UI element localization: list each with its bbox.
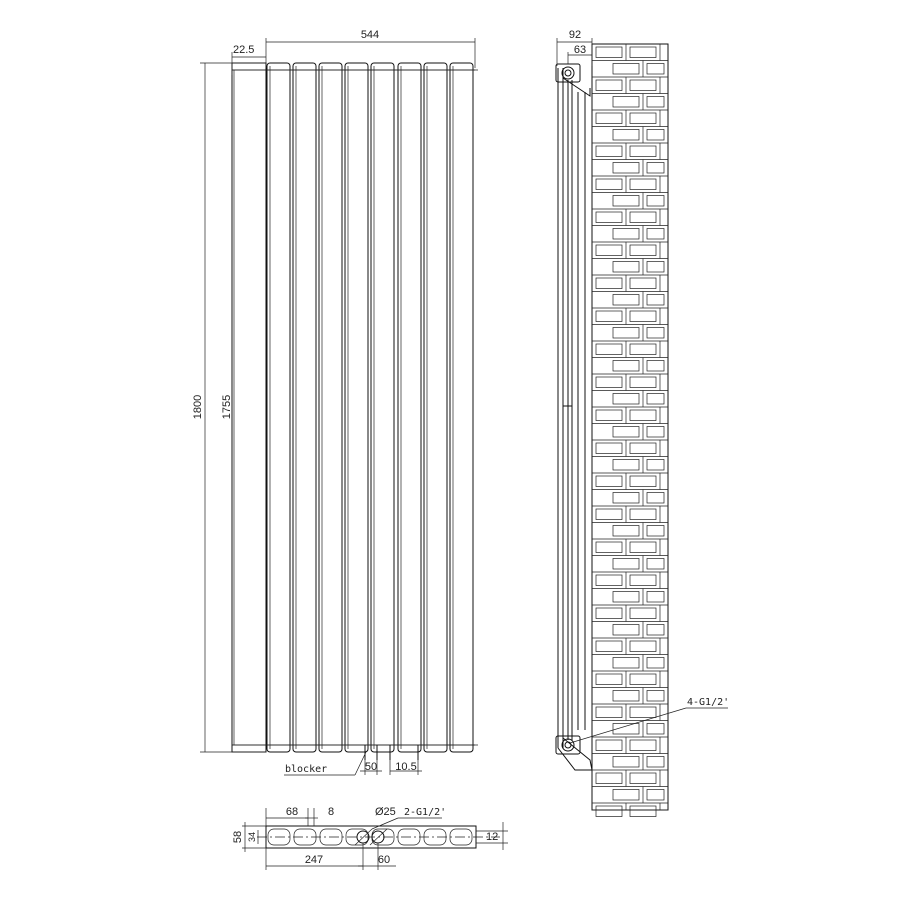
- brick: [630, 311, 656, 322]
- brick: [630, 113, 656, 124]
- brick: [647, 295, 664, 306]
- tube-width-label: 68: [285, 806, 299, 818]
- radiator-profile: [558, 68, 592, 770]
- left-to-pipe-label: 247: [304, 854, 324, 866]
- blocker-label: blocker: [285, 764, 328, 775]
- brick: [596, 344, 622, 355]
- pipe-spacing-dimension: [360, 760, 382, 775]
- front-tubes: [232, 63, 478, 752]
- brick: [630, 608, 656, 619]
- brick: [596, 179, 622, 190]
- brick: [613, 757, 639, 768]
- brick: [647, 526, 664, 537]
- brick: [596, 146, 622, 157]
- brick: [630, 707, 656, 718]
- top-bracket: [556, 64, 580, 82]
- brick: [630, 773, 656, 784]
- offset-label: 22.5: [233, 44, 255, 56]
- brick: [647, 163, 664, 174]
- brick: [630, 47, 656, 58]
- brick: [613, 295, 639, 306]
- connection-label: 4-G1/2': [687, 697, 730, 708]
- gap-label: 8: [327, 806, 335, 818]
- pipe-diameter-label: Ø25: [375, 806, 396, 818]
- brick: [630, 641, 656, 652]
- brick: [647, 460, 664, 471]
- brick: [630, 80, 656, 91]
- brick: [613, 559, 639, 570]
- front-tube: [345, 63, 368, 752]
- blocker-callout: [284, 752, 366, 775]
- front-tube: [319, 63, 342, 752]
- brick: [596, 80, 622, 91]
- brick: [613, 625, 639, 636]
- bottom-offset-label: 10.5: [395, 761, 417, 773]
- front-tube: [293, 63, 316, 752]
- brick: [630, 740, 656, 751]
- brick: [613, 658, 639, 669]
- brick: [647, 658, 664, 669]
- brick: [596, 773, 622, 784]
- edge-dimension: [476, 822, 508, 850]
- brick: [596, 575, 622, 586]
- brick: [613, 196, 639, 207]
- brick: [647, 592, 664, 603]
- brick: [630, 212, 656, 223]
- brick: [596, 245, 622, 256]
- brick: [596, 410, 622, 421]
- height-label: 1800: [192, 394, 204, 420]
- bottom-pipe-spacing-dimension: [358, 843, 396, 870]
- front-tube: [267, 63, 290, 752]
- brick: [613, 493, 639, 504]
- bottom-bracket: [556, 736, 580, 754]
- bottom-pipe-spacing-label: 60: [377, 854, 391, 866]
- brick: [596, 740, 622, 751]
- brick: [613, 64, 639, 75]
- brick: [613, 394, 639, 405]
- brick: [630, 674, 656, 685]
- brick: [596, 443, 622, 454]
- front-tube: [371, 63, 394, 752]
- brick: [596, 47, 622, 58]
- inner-depth-label: 34: [247, 831, 257, 843]
- brick: [647, 724, 664, 735]
- brick: [613, 163, 639, 174]
- width-dimension: [266, 29, 475, 68]
- brick: [596, 377, 622, 388]
- brick: [647, 328, 664, 339]
- brick: [630, 377, 656, 388]
- brick: [613, 691, 639, 702]
- brick: [596, 509, 622, 520]
- brick: [596, 278, 622, 289]
- brick: [647, 64, 664, 75]
- brick: [630, 245, 656, 256]
- brick: [630, 179, 656, 190]
- front-tube: [450, 63, 473, 752]
- brick: [647, 196, 664, 207]
- brick: [596, 707, 622, 718]
- front-tube: [424, 63, 447, 752]
- brick: [613, 97, 639, 108]
- brick: [613, 592, 639, 603]
- brick: [630, 476, 656, 487]
- brick: [630, 344, 656, 355]
- brick: [613, 460, 639, 471]
- gap-dimension: [305, 806, 334, 826]
- brick: [596, 674, 622, 685]
- brick: [613, 526, 639, 537]
- brick: [596, 641, 622, 652]
- height-dimension: [192, 63, 205, 752]
- brick: [630, 542, 656, 553]
- brick: [613, 427, 639, 438]
- wall-offset-label: 63: [573, 44, 587, 56]
- brick: [647, 361, 664, 372]
- brick: [596, 311, 622, 322]
- brick: [613, 262, 639, 273]
- brick: [630, 575, 656, 586]
- bottom-depth-label: 58: [232, 830, 244, 844]
- brick: [647, 625, 664, 636]
- brick: [630, 443, 656, 454]
- pipe-spacing-label: 50: [364, 761, 378, 773]
- brick: [596, 806, 622, 817]
- tube-width-dimension: [266, 806, 308, 826]
- wall-outline: [592, 44, 668, 810]
- inner-depth-dimension: [247, 830, 258, 844]
- width-label: 544: [360, 29, 380, 41]
- bottom-connection-label: 2-G1/2': [404, 807, 447, 818]
- brick: [647, 97, 664, 108]
- front-view: [192, 29, 478, 775]
- brick: [647, 790, 664, 801]
- brick: [613, 130, 639, 141]
- depth-label: 92: [568, 29, 582, 41]
- brick: [613, 328, 639, 339]
- left-to-pipe-dimension: [266, 843, 363, 870]
- brick: [647, 229, 664, 240]
- brick: [630, 806, 656, 817]
- bottom-view: [232, 806, 508, 870]
- brick: [630, 410, 656, 421]
- brick: [647, 691, 664, 702]
- brick: [596, 212, 622, 223]
- brick: [647, 130, 664, 141]
- brick: [613, 361, 639, 372]
- brick: [596, 113, 622, 124]
- brick: [613, 790, 639, 801]
- side-view: [556, 29, 729, 817]
- edge-label: 12: [486, 831, 499, 843]
- brick: [630, 509, 656, 520]
- brick: [596, 608, 622, 619]
- brick: [647, 262, 664, 273]
- inner-height-label: 1755: [221, 394, 233, 420]
- brick: [596, 476, 622, 487]
- front-tube: [398, 63, 421, 752]
- bottom-offset-dimension: [390, 760, 422, 775]
- brick: [647, 493, 664, 504]
- brick: [630, 278, 656, 289]
- brick: [630, 146, 656, 157]
- brick: [613, 229, 639, 240]
- brick: [647, 427, 664, 438]
- brick: [647, 559, 664, 570]
- brick: [647, 394, 664, 405]
- front-end-cap: [232, 63, 266, 752]
- brick: [596, 542, 622, 553]
- brick: [647, 757, 664, 768]
- brick-wall: [592, 44, 668, 817]
- wall-offset-dimension: [568, 44, 592, 64]
